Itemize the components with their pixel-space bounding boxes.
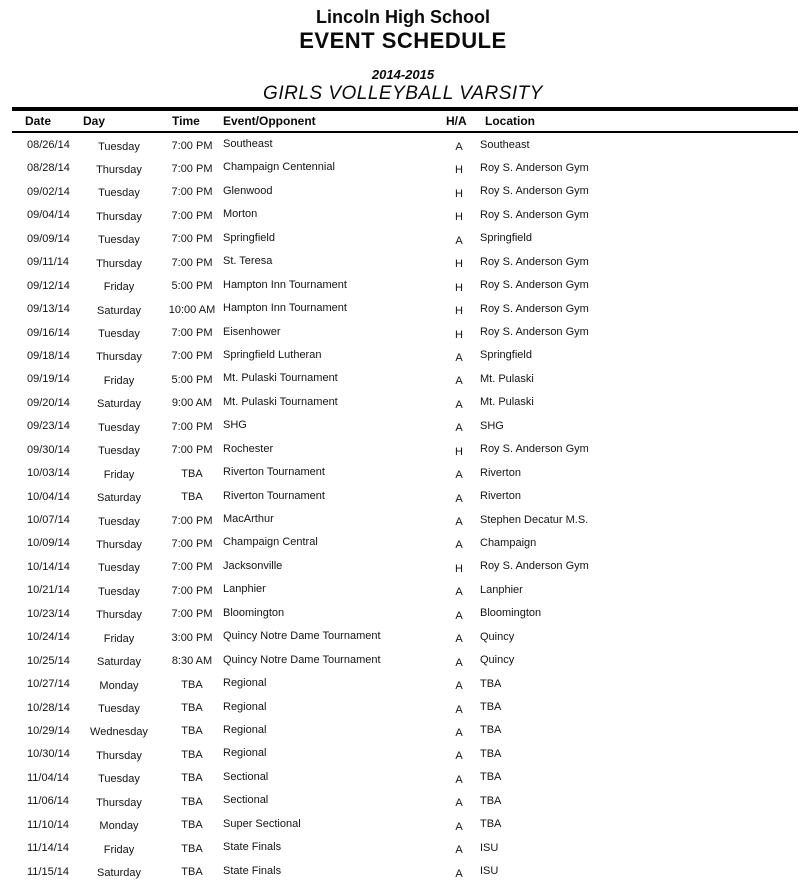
cell-location: Roy S. Anderson Gym: [480, 255, 589, 268]
cell-event: Hampton Inn Tournament: [223, 302, 347, 315]
cell-event: State Finals: [223, 841, 282, 854]
table-row: [0, 510, 800, 533]
cell-ha: H: [455, 445, 463, 458]
team-label: GIRLS VOLLEYBALL VARSITY: [263, 83, 543, 104]
cell-date: 09/20/14: [27, 396, 70, 409]
cell-location: Southeast: [480, 138, 530, 151]
cell-event: State Finals: [223, 864, 282, 877]
cell-day: Tuesday: [98, 234, 140, 247]
cell-day: Saturday: [96, 398, 142, 411]
table-row: [0, 158, 800, 181]
cell-event: Lanphier: [223, 583, 266, 596]
cell-event: Bloomington: [223, 606, 285, 619]
cell-event: Sectional: [223, 794, 269, 807]
cell-day: Wednesday: [90, 726, 148, 739]
cell-ha: A: [455, 750, 463, 763]
header-bottom-rule: [12, 131, 798, 133]
cell-day: Monday: [99, 679, 139, 692]
cell-time: 7:00 PM: [171, 420, 213, 433]
table-row: [0, 815, 800, 838]
cell-ha: H: [455, 562, 463, 575]
cell-time: 7:00 PM: [171, 514, 213, 527]
cell-day: Tuesday: [98, 703, 140, 715]
table-row: [0, 346, 800, 369]
cell-location: Mt. Pulaski: [480, 396, 534, 409]
cell-time: TBA: [181, 467, 203, 480]
cell-event: St. Teresa: [223, 255, 273, 268]
cell-time: 3:00 PM: [171, 631, 213, 644]
cell-time: 7:00 PM: [171, 209, 213, 222]
cell-event: Regional: [223, 723, 267, 736]
cell-ha: H: [455, 211, 463, 224]
cell-date: 09/13/14: [27, 303, 70, 316]
cell-ha: A: [455, 633, 463, 646]
cell-location: Roy S. Anderson Gym: [480, 185, 589, 198]
cell-day: Saturday: [96, 867, 142, 880]
cell-event: Springfield: [223, 231, 275, 244]
table-row: [0, 744, 800, 767]
cell-event: Morton: [223, 208, 258, 221]
column-header-day: Day: [83, 114, 106, 128]
cell-event: Champaign Centennial: [223, 161, 335, 174]
table-row: [0, 580, 800, 603]
cell-time: TBA: [181, 819, 203, 832]
cell-ha: A: [455, 703, 463, 716]
cell-day: Tuesday: [98, 328, 140, 340]
cell-location: Springfield: [480, 349, 532, 362]
cell-event: Regional: [223, 700, 267, 713]
cell-time: TBA: [181, 491, 203, 504]
cell-location: Springfield: [480, 232, 532, 245]
cell-day: Thursday: [96, 210, 142, 223]
cell-location: Riverton: [480, 466, 521, 479]
column-header-event: Event/Opponent: [223, 114, 316, 128]
cell-ha: A: [455, 141, 463, 153]
cell-time: 7:00 PM: [171, 186, 213, 199]
cell-event: Glenwood: [223, 184, 273, 197]
cell-ha: A: [455, 351, 463, 364]
cell-date: 09/18/14: [27, 349, 70, 362]
cell-ha: H: [455, 164, 463, 177]
cell-day: Saturday: [96, 656, 142, 669]
cell-location: TBA: [480, 724, 502, 737]
cell-event: Springfield Lutheran: [223, 348, 322, 361]
table-row: [0, 627, 800, 650]
cell-date: 10/24/14: [27, 631, 70, 644]
table-row: [0, 252, 800, 275]
cell-ha: A: [455, 586, 463, 599]
cell-location: SHG: [480, 419, 504, 432]
season-label: 2014-2015: [371, 67, 435, 82]
cell-date: 10/30/14: [27, 748, 70, 761]
cell-location: TBA: [480, 794, 502, 807]
cell-date: 09/09/14: [27, 232, 70, 245]
cell-ha: A: [455, 844, 463, 857]
table-row: [0, 651, 800, 674]
cell-date: 10/29/14: [27, 724, 70, 737]
cell-day: Thursday: [96, 609, 142, 622]
cell-time: 7:00 PM: [171, 350, 213, 363]
cell-time: 10:00 AM: [168, 303, 216, 316]
cell-event: Regional: [223, 677, 267, 690]
header-top-rule: [12, 107, 798, 111]
cell-ha: A: [455, 516, 463, 528]
cell-location: ISU: [480, 865, 499, 878]
cell-day: Tuesday: [98, 773, 140, 786]
cell-day: Thursday: [96, 749, 142, 762]
cell-date: 08/26/14: [27, 139, 70, 151]
cell-day: Friday: [103, 281, 135, 294]
cell-event: Mt. Pulaski Tournament: [223, 395, 338, 408]
cell-event: Mt. Pulaski Tournament: [223, 372, 338, 385]
cell-ha: H: [455, 281, 463, 294]
cell-time: 7:00 PM: [171, 561, 213, 574]
cell-date: 09/16/14: [27, 326, 70, 339]
cell-day: Tuesday: [98, 187, 140, 200]
cell-time: 7:00 PM: [171, 327, 213, 339]
cell-day: Thursday: [96, 163, 142, 176]
cell-event: Quincy Notre Dame Tournament: [223, 630, 381, 643]
cell-day: Tuesday: [98, 445, 140, 458]
cell-location: Lanphier: [480, 583, 523, 596]
cell-date: 10/09/14: [27, 537, 70, 550]
cell-date: 09/23/14: [27, 420, 70, 433]
cell-location: Roy S. Anderson Gym: [480, 279, 589, 292]
cell-time: TBA: [181, 866, 203, 879]
cell-ha: H: [455, 328, 463, 341]
table-row: [0, 135, 800, 158]
cell-location: Riverton: [480, 490, 521, 503]
cell-event: Riverton Tournament: [223, 466, 325, 479]
cell-time: 7:00 PM: [171, 162, 213, 175]
cell-ha: A: [455, 797, 463, 810]
cell-date: 10/21/14: [27, 584, 70, 597]
table-row: [0, 487, 800, 510]
cell-date: 11/15/14: [27, 865, 70, 878]
cell-day: Tuesday: [98, 585, 140, 598]
cell-location: TBA: [480, 677, 502, 690]
column-header-date: Date: [25, 114, 52, 128]
table-row: [0, 838, 800, 861]
cell-event: Quincy Notre Dame Tournament: [223, 653, 381, 666]
cell-date: 09/02/14: [27, 185, 70, 198]
cell-location: TBA: [480, 818, 502, 831]
cell-day: Tuesday: [98, 515, 140, 528]
cell-event: Southeast: [223, 138, 273, 150]
table-row: [0, 557, 800, 580]
cell-location: Roy S. Anderson Gym: [480, 560, 589, 573]
cell-date: 10/04/14: [27, 490, 70, 503]
cell-time: TBA: [181, 795, 203, 808]
cell-ha: H: [455, 187, 463, 200]
cell-location: Roy S. Anderson Gym: [480, 302, 589, 315]
cell-date: 09/11/14: [27, 256, 70, 269]
cell-location: Mt. Pulaski: [480, 372, 534, 385]
cell-ha: A: [455, 398, 463, 411]
cell-day: Friday: [103, 843, 135, 856]
cell-event: Riverton Tournament: [223, 489, 325, 502]
cell-event: Rochester: [223, 442, 274, 455]
cell-event: SHG: [223, 419, 247, 432]
cell-event: MacArthur: [223, 513, 274, 525]
cell-location: Stephen Decatur M.S.: [480, 513, 589, 526]
table-row: [0, 323, 800, 346]
cell-event: Hampton Inn Tournament: [223, 278, 347, 291]
table-row: [0, 533, 800, 556]
cell-time: 7:00 PM: [171, 233, 213, 246]
cell-date: 11/04/14: [27, 771, 70, 784]
cell-location: Roy S. Anderson Gym: [480, 443, 589, 456]
cell-day: Friday: [103, 632, 135, 645]
cell-time: 7:00 PM: [171, 256, 213, 269]
cell-location: TBA: [480, 771, 502, 784]
cell-date: 10/07/14: [27, 514, 70, 526]
cell-ha: A: [455, 469, 463, 482]
cell-location: Bloomington: [480, 607, 542, 620]
table-row: [0, 698, 800, 721]
cell-time: 9:00 AM: [171, 397, 213, 410]
table-row: [0, 276, 800, 299]
cell-location: ISU: [480, 841, 499, 854]
cell-time: 7:00 PM: [171, 584, 213, 597]
cell-location: Champaign: [480, 536, 537, 549]
cell-event: Jacksonville: [223, 559, 283, 572]
cell-ha: H: [455, 305, 463, 318]
cell-ha: A: [455, 539, 463, 552]
table-row: [0, 205, 800, 228]
cell-day: Thursday: [96, 351, 142, 364]
table-row: [0, 416, 800, 439]
table-row: [0, 768, 800, 791]
cell-event: Eisenhower: [223, 325, 281, 338]
cell-location: TBA: [480, 701, 502, 713]
cell-date: 11/10/14: [27, 818, 70, 831]
cell-ha: A: [455, 609, 463, 622]
cell-time: 7:00 PM: [171, 444, 213, 457]
cell-ha: A: [455, 234, 463, 247]
table-row: [0, 604, 800, 627]
column-header-time: Time: [172, 114, 200, 128]
cell-date: 10/28/14: [27, 701, 70, 714]
cell-date: 09/19/14: [27, 373, 70, 386]
cell-time: TBA: [181, 725, 203, 738]
cell-time: TBA: [181, 842, 203, 855]
table-row: [0, 721, 800, 744]
cell-ha: A: [455, 820, 463, 833]
cell-date: 11/14/14: [27, 842, 70, 855]
cell-event: Regional: [223, 747, 267, 760]
table-row: [0, 182, 800, 205]
cell-time: 7:00 PM: [171, 537, 213, 550]
cell-event: Sectional: [223, 770, 269, 783]
table-row: [0, 791, 800, 814]
cell-day: Tuesday: [98, 421, 140, 434]
cell-day: Thursday: [96, 257, 142, 270]
cell-location: TBA: [480, 747, 502, 760]
cell-location: Roy S. Anderson Gym: [480, 161, 589, 174]
cell-time: 5:00 PM: [171, 373, 213, 386]
cell-date: 09/04/14: [27, 209, 70, 222]
cell-day: Tuesday: [98, 562, 140, 575]
cell-date: 09/12/14: [27, 279, 70, 292]
cell-day: Monday: [99, 820, 139, 833]
cell-time: TBA: [181, 702, 203, 714]
cell-date: 10/23/14: [27, 607, 70, 620]
schedule-rows: [0, 135, 800, 885]
cell-day: Friday: [103, 468, 135, 481]
cell-day: Thursday: [96, 538, 142, 551]
cell-day: Tuesday: [98, 140, 140, 153]
cell-date: 10/03/14: [27, 467, 70, 480]
table-row: [0, 299, 800, 322]
cell-ha: A: [455, 422, 463, 435]
cell-time: TBA: [181, 748, 203, 761]
cell-location: Quincy: [480, 654, 515, 667]
cell-day: Saturday: [96, 492, 142, 505]
cell-ha: A: [455, 867, 463, 880]
cell-date: 10/25/14: [27, 654, 70, 667]
cell-ha: A: [455, 726, 463, 739]
table-row: [0, 229, 800, 252]
cell-ha: A: [455, 656, 463, 669]
cell-event: Super Sectional: [223, 817, 301, 830]
cell-day: Saturday: [96, 304, 142, 317]
table-row: [0, 674, 800, 697]
table-row: [0, 393, 800, 416]
column-header-location: Location: [485, 114, 535, 128]
school-name: Lincoln High School: [316, 7, 490, 27]
table-row: [0, 463, 800, 486]
cell-time: TBA: [181, 678, 203, 691]
cell-date: 08/28/14: [27, 162, 70, 175]
cell-date: 11/06/14: [27, 795, 70, 808]
cell-time: 7:00 PM: [171, 608, 213, 621]
cell-date: 10/27/14: [27, 678, 70, 691]
cell-location: Quincy: [480, 630, 515, 643]
cell-time: 8:30 AM: [171, 655, 213, 668]
cell-location: Roy S. Anderson Gym: [480, 326, 589, 338]
cell-date: 09/30/14: [27, 443, 70, 456]
cell-location: Roy S. Anderson Gym: [480, 208, 589, 221]
cell-time: 7:00 PM: [171, 139, 213, 152]
cell-day: Friday: [103, 374, 135, 387]
cell-ha: H: [455, 258, 463, 271]
cell-date: 10/14/14: [27, 560, 70, 573]
cell-time: TBA: [181, 772, 203, 785]
cell-ha: A: [455, 375, 463, 388]
document-title: EVENT SCHEDULE: [299, 28, 507, 53]
cell-ha: A: [455, 773, 463, 786]
cell-event: Champaign Central: [223, 536, 318, 549]
cell-time: 5:00 PM: [171, 280, 213, 293]
column-header-ha: H/A: [446, 114, 467, 128]
cell-day: Thursday: [96, 796, 142, 809]
table-row: [0, 369, 800, 392]
table-row: [0, 440, 800, 463]
table-row: [0, 862, 800, 885]
cell-ha: A: [455, 492, 463, 505]
cell-ha: A: [455, 680, 463, 693]
